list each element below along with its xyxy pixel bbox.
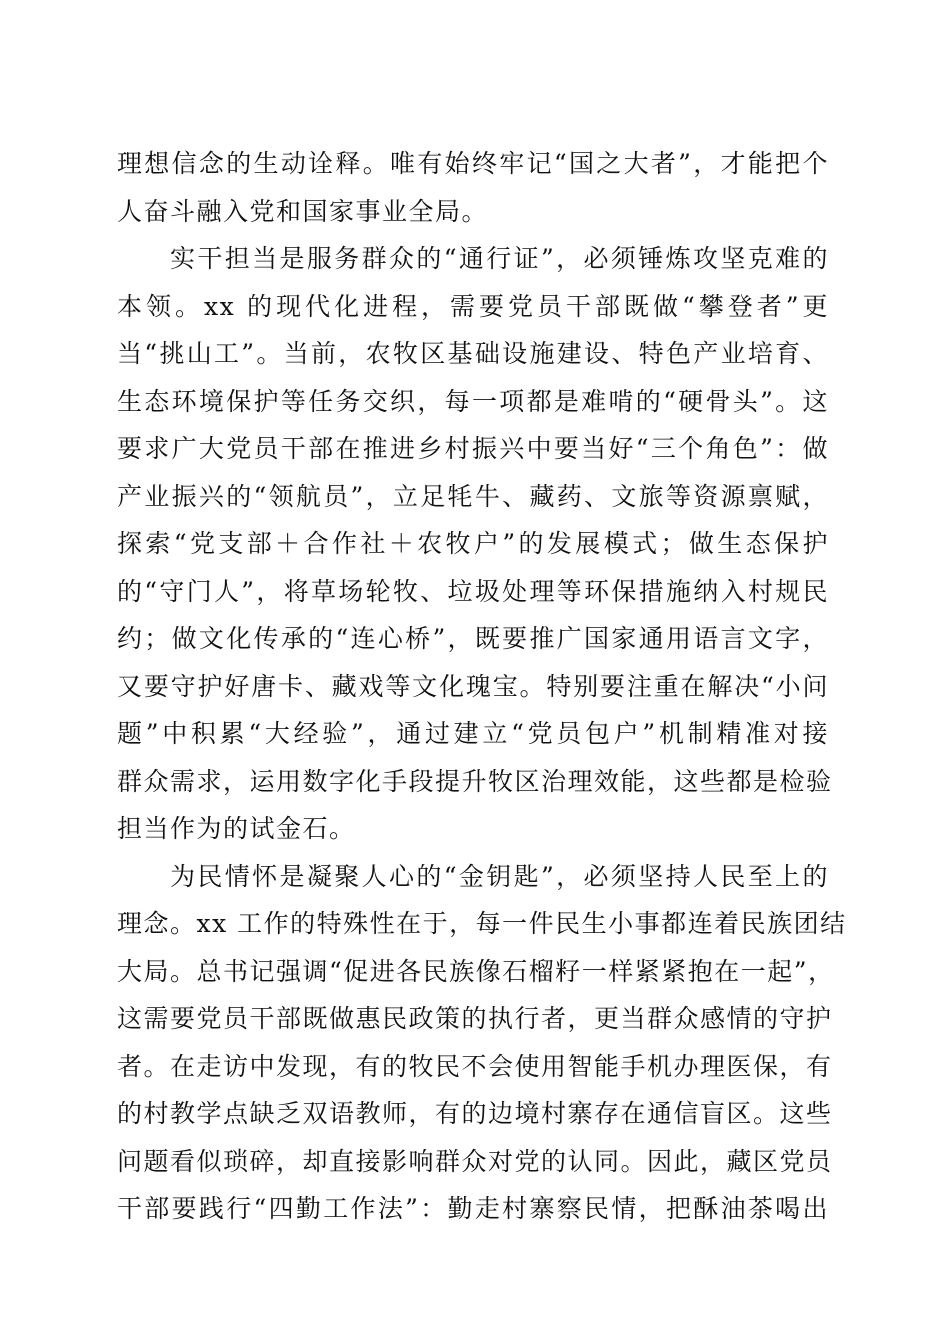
- text-line: 当“挑山工”。当前，农牧区基础设施建设、特色产业培育、: [117, 339, 829, 368]
- text-line: 本领。xx 的现代化进程，需要党员干部既做“攀登者”更: [117, 291, 829, 321]
- text-line: 问题看似琐碎，却直接影响群众对党的认同。因此，藏区党员: [117, 1146, 833, 1176]
- text-line: 题”中积累“大经验”，通过建立“党员包户”机制精准对接: [117, 719, 829, 748]
- text-line: 者。在走访中发现，有的牧民不会使用智能手机办理医保，有: [117, 1051, 833, 1081]
- text-line: 为民情怀是凝聚人心的“金钥匙”，必须坚持人民至上的: [170, 861, 829, 891]
- paragraph-ideals: [117, 140, 829, 235]
- text-line: 担当作为的试金石。: [117, 814, 356, 843]
- text-line: 干部要践行“四勤工作法”：勤走村寨察民情，把酥油茶喝出: [117, 1194, 829, 1223]
- paragraph-people-first: [117, 853, 847, 1233]
- text-line: 群众需求，运用数字化手段提升牧区治理效能，这些都是检验: [117, 766, 833, 796]
- text-line: 大局。总书记强调“促进各民族像石榴籽一样紧紧抱在一起”，: [117, 956, 835, 986]
- text-line: 人奋斗融入党和国家事业全局。: [117, 196, 489, 226]
- text-line: 这需要党员干部既做惠民政策的执行者，更当群众感情的守护: [117, 1004, 833, 1033]
- paragraph-responsibility: [117, 235, 833, 853]
- text-line: 理念。xx 工作的特殊性在于，每一件民生小事都连着民族团结: [117, 909, 847, 938]
- text-line: 实干担当是服务群众的“通行证”，必须锤炼攻坚克难的: [170, 244, 829, 273]
- text-line: 产业振兴的“领航员”，立足牦牛、藏药、文旅等资源禀赋，: [117, 481, 829, 511]
- text-line: 要求广大党员干部在推进乡村振兴中要当好“三个角色”：做: [117, 434, 829, 463]
- text-line: 的“守门人”，将草场轮牧、垃圾处理等环保措施纳入村规民: [117, 576, 829, 606]
- text-line: 生态环境保护等任务交织，每一项都是难啃的“硬骨头”。这: [117, 386, 829, 416]
- text-line: 约；做文化传承的“连心桥”，既要推广国家通用语言文字，: [117, 624, 829, 653]
- text-line: 探索“党支部＋合作社＋农牧户”的发展模式；做生态保护: [117, 529, 829, 558]
- text-line: 的村教学点缺乏双语教师，有的边境村寨存在通信盲区。这些: [117, 1099, 833, 1128]
- text-line: 理想信念的生动诠释。唯有始终牢记“国之大者”，才能把个: [117, 149, 829, 178]
- text-line: 又要守护好唐卡、藏戏等文化瑰宝。特别要注重在解决“小问: [117, 671, 829, 701]
- document-body: [117, 140, 847, 1233]
